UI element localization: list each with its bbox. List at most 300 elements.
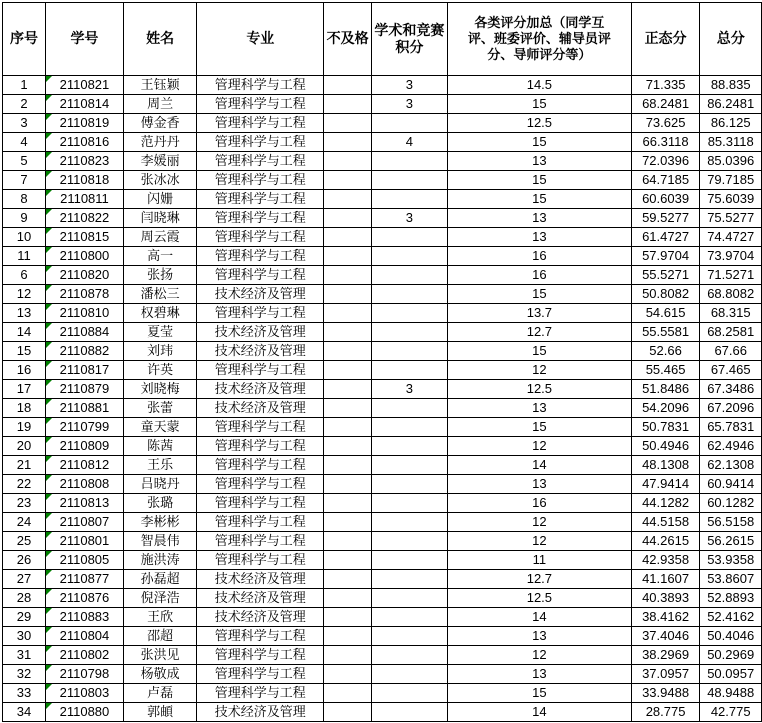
- cell-student_id[interactable]: 2110820: [45, 266, 123, 285]
- cell-student_id[interactable]: 2110884: [45, 323, 123, 342]
- cell-seq[interactable]: 18: [3, 399, 46, 418]
- cell-normal[interactable]: 48.1308: [631, 456, 700, 475]
- cell-name[interactable]: 智晨伟: [123, 532, 196, 551]
- cell-fail[interactable]: [324, 228, 371, 247]
- cell-fail[interactable]: [324, 589, 371, 608]
- cell-academic[interactable]: [371, 494, 447, 513]
- cell-student_id[interactable]: 2110883: [45, 608, 123, 627]
- cell-name[interactable]: 童天蒙: [123, 418, 196, 437]
- cell-score_sum[interactable]: 15: [448, 418, 632, 437]
- cell-score_sum[interactable]: 12.7: [448, 570, 632, 589]
- cell-score_sum[interactable]: 12: [448, 513, 632, 532]
- cell-academic[interactable]: [371, 589, 447, 608]
- cell-academic[interactable]: [371, 399, 447, 418]
- cell-total[interactable]: 85.3118: [700, 133, 762, 152]
- cell-normal[interactable]: 37.0957: [631, 665, 700, 684]
- cell-student_id[interactable]: 2110819: [45, 114, 123, 133]
- cell-fail[interactable]: [324, 380, 371, 399]
- cell-score_sum[interactable]: 15: [448, 342, 632, 361]
- cell-fail[interactable]: [324, 285, 371, 304]
- cell-total[interactable]: 85.0396: [700, 152, 762, 171]
- cell-score_sum[interactable]: 15: [448, 285, 632, 304]
- cell-total[interactable]: 73.9704: [700, 247, 762, 266]
- cell-academic[interactable]: [371, 665, 447, 684]
- cell-name[interactable]: 张冰冰: [123, 171, 196, 190]
- cell-student_id[interactable]: 2110818: [45, 171, 123, 190]
- cell-academic[interactable]: [371, 684, 447, 703]
- cell-fail[interactable]: [324, 513, 371, 532]
- cell-academic[interactable]: [371, 418, 447, 437]
- cell-student_id[interactable]: 2110809: [45, 437, 123, 456]
- cell-seq[interactable]: 28: [3, 589, 46, 608]
- cell-total[interactable]: 42.775: [700, 703, 762, 722]
- cell-fail[interactable]: [324, 342, 371, 361]
- cell-fail[interactable]: [324, 95, 371, 114]
- cell-name[interactable]: 孙磊超: [123, 570, 196, 589]
- cell-total[interactable]: 86.125: [700, 114, 762, 133]
- cell-fail[interactable]: [324, 627, 371, 646]
- cell-academic[interactable]: [371, 646, 447, 665]
- cell-major[interactable]: 管理科学与工程: [197, 437, 324, 456]
- cell-fail[interactable]: [324, 399, 371, 418]
- cell-major[interactable]: 管理科学与工程: [197, 418, 324, 437]
- cell-score_sum[interactable]: 13: [448, 627, 632, 646]
- cell-student_id[interactable]: 2110800: [45, 247, 123, 266]
- cell-normal[interactable]: 41.1607: [631, 570, 700, 589]
- cell-fail[interactable]: [324, 190, 371, 209]
- cell-academic[interactable]: [371, 266, 447, 285]
- cell-student_id[interactable]: 2110877: [45, 570, 123, 589]
- cell-fail[interactable]: [324, 209, 371, 228]
- cell-name[interactable]: 闪姗: [123, 190, 196, 209]
- cell-name[interactable]: 李媛丽: [123, 152, 196, 171]
- cell-normal[interactable]: 59.5277: [631, 209, 700, 228]
- cell-major[interactable]: 技术经济及管理: [197, 342, 324, 361]
- cell-academic[interactable]: [371, 532, 447, 551]
- cell-normal[interactable]: 66.3118: [631, 133, 700, 152]
- cell-seq[interactable]: 19: [3, 418, 46, 437]
- cell-student_id[interactable]: 2110815: [45, 228, 123, 247]
- cell-total[interactable]: 68.2581: [700, 323, 762, 342]
- cell-fail[interactable]: [324, 133, 371, 152]
- cell-name[interactable]: 张扬: [123, 266, 196, 285]
- cell-normal[interactable]: 38.4162: [631, 608, 700, 627]
- cell-academic[interactable]: [371, 437, 447, 456]
- cell-seq[interactable]: 32: [3, 665, 46, 684]
- cell-seq[interactable]: 2: [3, 95, 46, 114]
- cell-seq[interactable]: 3: [3, 114, 46, 133]
- cell-normal[interactable]: 47.9414: [631, 475, 700, 494]
- cell-student_id[interactable]: 2110810: [45, 304, 123, 323]
- cell-student_id[interactable]: 2110882: [45, 342, 123, 361]
- cell-fail[interactable]: [324, 418, 371, 437]
- cell-student_id[interactable]: 2110881: [45, 399, 123, 418]
- cell-normal[interactable]: 44.5158: [631, 513, 700, 532]
- cell-major[interactable]: 管理科学与工程: [197, 266, 324, 285]
- cell-seq[interactable]: 24: [3, 513, 46, 532]
- cell-score_sum[interactable]: 15: [448, 684, 632, 703]
- cell-name[interactable]: 范丹丹: [123, 133, 196, 152]
- cell-academic[interactable]: 3: [371, 95, 447, 114]
- cell-normal[interactable]: 68.2481: [631, 95, 700, 114]
- cell-name[interactable]: 刘晓梅: [123, 380, 196, 399]
- cell-score_sum[interactable]: 16: [448, 247, 632, 266]
- cell-normal[interactable]: 28.775: [631, 703, 700, 722]
- cell-score_sum[interactable]: 14: [448, 703, 632, 722]
- cell-major[interactable]: 技术经济及管理: [197, 285, 324, 304]
- cell-name[interactable]: 王钰颖: [123, 76, 196, 95]
- cell-academic[interactable]: [371, 570, 447, 589]
- cell-total[interactable]: 62.1308: [700, 456, 762, 475]
- cell-name[interactable]: 王乐: [123, 456, 196, 475]
- cell-total[interactable]: 52.4162: [700, 608, 762, 627]
- cell-normal[interactable]: 72.0396: [631, 152, 700, 171]
- cell-fail[interactable]: [324, 266, 371, 285]
- cell-academic[interactable]: [371, 171, 447, 190]
- cell-academic[interactable]: 4: [371, 133, 447, 152]
- cell-student_id[interactable]: 2110817: [45, 361, 123, 380]
- cell-major[interactable]: 技术经济及管理: [197, 703, 324, 722]
- cell-fail[interactable]: [324, 304, 371, 323]
- cell-student_id[interactable]: 2110803: [45, 684, 123, 703]
- cell-total[interactable]: 62.4946: [700, 437, 762, 456]
- cell-academic[interactable]: [371, 114, 447, 133]
- cell-major[interactable]: 技术经济及管理: [197, 570, 324, 589]
- cell-normal[interactable]: 50.7831: [631, 418, 700, 437]
- cell-total[interactable]: 50.4046: [700, 627, 762, 646]
- cell-student_id[interactable]: 2110805: [45, 551, 123, 570]
- cell-seq[interactable]: 17: [3, 380, 46, 399]
- cell-normal[interactable]: 60.6039: [631, 190, 700, 209]
- cell-student_id[interactable]: 2110804: [45, 627, 123, 646]
- cell-seq[interactable]: 23: [3, 494, 46, 513]
- cell-name[interactable]: 刘玮: [123, 342, 196, 361]
- cell-total[interactable]: 75.5277: [700, 209, 762, 228]
- cell-total[interactable]: 48.9488: [700, 684, 762, 703]
- cell-normal[interactable]: 38.2969: [631, 646, 700, 665]
- cell-academic[interactable]: [371, 342, 447, 361]
- cell-total[interactable]: 60.9414: [700, 475, 762, 494]
- cell-academic[interactable]: [371, 304, 447, 323]
- cell-name[interactable]: 杨敬成: [123, 665, 196, 684]
- cell-academic[interactable]: 3: [371, 209, 447, 228]
- cell-academic[interactable]: 3: [371, 76, 447, 95]
- cell-fail[interactable]: [324, 646, 371, 665]
- cell-seq[interactable]: 26: [3, 551, 46, 570]
- cell-seq[interactable]: 27: [3, 570, 46, 589]
- cell-score_sum[interactable]: 13: [448, 399, 632, 418]
- cell-name[interactable]: 张璐: [123, 494, 196, 513]
- column-header-student_id[interactable]: 学号: [45, 3, 123, 76]
- cell-seq[interactable]: 8: [3, 190, 46, 209]
- cell-academic[interactable]: [371, 190, 447, 209]
- cell-student_id[interactable]: 2110812: [45, 456, 123, 475]
- cell-major[interactable]: 管理科学与工程: [197, 627, 324, 646]
- cell-major[interactable]: 管理科学与工程: [197, 133, 324, 152]
- cell-fail[interactable]: [324, 437, 371, 456]
- cell-fail[interactable]: [324, 684, 371, 703]
- column-header-seq[interactable]: 序号: [3, 3, 46, 76]
- cell-total[interactable]: 56.5158: [700, 513, 762, 532]
- cell-name[interactable]: 周云霞: [123, 228, 196, 247]
- cell-total[interactable]: 67.66: [700, 342, 762, 361]
- cell-total[interactable]: 68.315: [700, 304, 762, 323]
- cell-student_id[interactable]: 2110811: [45, 190, 123, 209]
- cell-fail[interactable]: [324, 76, 371, 95]
- cell-total[interactable]: 79.7185: [700, 171, 762, 190]
- cell-major[interactable]: 管理科学与工程: [197, 95, 324, 114]
- cell-score_sum[interactable]: 12.5: [448, 589, 632, 608]
- cell-academic[interactable]: [371, 456, 447, 475]
- cell-major[interactable]: 管理科学与工程: [197, 475, 324, 494]
- cell-major[interactable]: 管理科学与工程: [197, 304, 324, 323]
- cell-normal[interactable]: 51.8486: [631, 380, 700, 399]
- cell-major[interactable]: 管理科学与工程: [197, 228, 324, 247]
- cell-total[interactable]: 50.2969: [700, 646, 762, 665]
- cell-name[interactable]: 郭頔: [123, 703, 196, 722]
- cell-seq[interactable]: 16: [3, 361, 46, 380]
- cell-major[interactable]: 管理科学与工程: [197, 665, 324, 684]
- cell-normal[interactable]: 50.4946: [631, 437, 700, 456]
- cell-major[interactable]: 技术经济及管理: [197, 589, 324, 608]
- column-header-academic[interactable]: 学术和竞赛积分: [371, 3, 447, 76]
- cell-score_sum[interactable]: 15: [448, 95, 632, 114]
- cell-normal[interactable]: 54.2096: [631, 399, 700, 418]
- cell-major[interactable]: 管理科学与工程: [197, 494, 324, 513]
- cell-name[interactable]: 张洪见: [123, 646, 196, 665]
- cell-normal[interactable]: 61.4727: [631, 228, 700, 247]
- cell-seq[interactable]: 31: [3, 646, 46, 665]
- cell-total[interactable]: 71.5271: [700, 266, 762, 285]
- cell-score_sum[interactable]: 12: [448, 437, 632, 456]
- cell-major[interactable]: 技术经济及管理: [197, 323, 324, 342]
- cell-fail[interactable]: [324, 494, 371, 513]
- cell-score_sum[interactable]: 12: [448, 646, 632, 665]
- cell-fail[interactable]: [324, 551, 371, 570]
- cell-academic[interactable]: [371, 285, 447, 304]
- cell-normal[interactable]: 64.7185: [631, 171, 700, 190]
- cell-major[interactable]: 管理科学与工程: [197, 456, 324, 475]
- cell-name[interactable]: 夏莹: [123, 323, 196, 342]
- cell-seq[interactable]: 15: [3, 342, 46, 361]
- cell-seq[interactable]: 5: [3, 152, 46, 171]
- cell-name[interactable]: 周兰: [123, 95, 196, 114]
- cell-total[interactable]: 65.7831: [700, 418, 762, 437]
- cell-academic[interactable]: [371, 513, 447, 532]
- cell-score_sum[interactable]: 13: [448, 475, 632, 494]
- cell-name[interactable]: 权碧琳: [123, 304, 196, 323]
- cell-score_sum[interactable]: 13: [448, 209, 632, 228]
- cell-fail[interactable]: [324, 114, 371, 133]
- cell-total[interactable]: 53.8607: [700, 570, 762, 589]
- cell-fail[interactable]: [324, 152, 371, 171]
- cell-seq[interactable]: 7: [3, 171, 46, 190]
- cell-student_id[interactable]: 2110821: [45, 76, 123, 95]
- column-header-total[interactable]: 总分: [700, 3, 762, 76]
- cell-seq[interactable]: 4: [3, 133, 46, 152]
- cell-academic[interactable]: [371, 228, 447, 247]
- cell-normal[interactable]: 57.9704: [631, 247, 700, 266]
- cell-student_id[interactable]: 2110801: [45, 532, 123, 551]
- cell-name[interactable]: 邵超: [123, 627, 196, 646]
- cell-normal[interactable]: 73.625: [631, 114, 700, 133]
- cell-academic[interactable]: [371, 323, 447, 342]
- cell-seq[interactable]: 13: [3, 304, 46, 323]
- cell-major[interactable]: 管理科学与工程: [197, 532, 324, 551]
- cell-normal[interactable]: 55.5581: [631, 323, 700, 342]
- cell-major[interactable]: 管理科学与工程: [197, 513, 324, 532]
- cell-score_sum[interactable]: 12.5: [448, 114, 632, 133]
- cell-score_sum[interactable]: 15: [448, 171, 632, 190]
- cell-normal[interactable]: 55.465: [631, 361, 700, 380]
- cell-name[interactable]: 高一: [123, 247, 196, 266]
- cell-student_id[interactable]: 2110878: [45, 285, 123, 304]
- cell-major[interactable]: 管理科学与工程: [197, 171, 324, 190]
- cell-fail[interactable]: [324, 323, 371, 342]
- cell-academic[interactable]: [371, 703, 447, 722]
- cell-major[interactable]: 技术经济及管理: [197, 380, 324, 399]
- cell-seq[interactable]: 14: [3, 323, 46, 342]
- cell-normal[interactable]: 55.5271: [631, 266, 700, 285]
- cell-total[interactable]: 56.2615: [700, 532, 762, 551]
- cell-total[interactable]: 67.2096: [700, 399, 762, 418]
- cell-student_id[interactable]: 2110798: [45, 665, 123, 684]
- cell-fail[interactable]: [324, 665, 371, 684]
- cell-fail[interactable]: [324, 570, 371, 589]
- column-header-major[interactable]: 专业: [197, 3, 324, 76]
- cell-student_id[interactable]: 2110807: [45, 513, 123, 532]
- cell-normal[interactable]: 44.1282: [631, 494, 700, 513]
- cell-student_id[interactable]: 2110808: [45, 475, 123, 494]
- cell-student_id[interactable]: 2110880: [45, 703, 123, 722]
- cell-score_sum[interactable]: 15: [448, 133, 632, 152]
- cell-name[interactable]: 吕晓丹: [123, 475, 196, 494]
- cell-seq[interactable]: 30: [3, 627, 46, 646]
- cell-score_sum[interactable]: 12: [448, 361, 632, 380]
- cell-name[interactable]: 张蕾: [123, 399, 196, 418]
- cell-seq[interactable]: 21: [3, 456, 46, 475]
- cell-total[interactable]: 52.8893: [700, 589, 762, 608]
- cell-academic[interactable]: [371, 627, 447, 646]
- cell-total[interactable]: 86.2481: [700, 95, 762, 114]
- cell-major[interactable]: 管理科学与工程: [197, 247, 324, 266]
- cell-academic[interactable]: 3: [371, 380, 447, 399]
- cell-major[interactable]: 管理科学与工程: [197, 551, 324, 570]
- cell-name[interactable]: 李彬彬: [123, 513, 196, 532]
- cell-score_sum[interactable]: 14: [448, 456, 632, 475]
- cell-major[interactable]: 技术经济及管理: [197, 399, 324, 418]
- cell-name[interactable]: 傅金香: [123, 114, 196, 133]
- cell-name[interactable]: 王欣: [123, 608, 196, 627]
- cell-seq[interactable]: 11: [3, 247, 46, 266]
- cell-academic[interactable]: [371, 475, 447, 494]
- cell-score_sum[interactable]: 12.5: [448, 380, 632, 399]
- cell-score_sum[interactable]: 16: [448, 266, 632, 285]
- cell-major[interactable]: 管理科学与工程: [197, 190, 324, 209]
- cell-score_sum[interactable]: 13: [448, 228, 632, 247]
- cell-seq[interactable]: 1: [3, 76, 46, 95]
- cell-seq[interactable]: 33: [3, 684, 46, 703]
- cell-total[interactable]: 88.835: [700, 76, 762, 95]
- cell-fail[interactable]: [324, 608, 371, 627]
- cell-name[interactable]: 倪泽浩: [123, 589, 196, 608]
- cell-major[interactable]: 技术经济及管理: [197, 608, 324, 627]
- cell-total[interactable]: 60.1282: [700, 494, 762, 513]
- cell-seq[interactable]: 6: [3, 266, 46, 285]
- cell-score_sum[interactable]: 14: [448, 608, 632, 627]
- cell-major[interactable]: 管理科学与工程: [197, 114, 324, 133]
- cell-score_sum[interactable]: 16: [448, 494, 632, 513]
- cell-total[interactable]: 67.3486: [700, 380, 762, 399]
- cell-major[interactable]: 管理科学与工程: [197, 684, 324, 703]
- cell-fail[interactable]: [324, 532, 371, 551]
- cell-score_sum[interactable]: 15: [448, 190, 632, 209]
- cell-seq[interactable]: 12: [3, 285, 46, 304]
- cell-normal[interactable]: 54.615: [631, 304, 700, 323]
- cell-academic[interactable]: [371, 361, 447, 380]
- cell-fail[interactable]: [324, 475, 371, 494]
- cell-academic[interactable]: [371, 152, 447, 171]
- cell-name[interactable]: 卢磊: [123, 684, 196, 703]
- cell-score_sum[interactable]: 12.7: [448, 323, 632, 342]
- column-header-normal[interactable]: 正态分: [631, 3, 700, 76]
- cell-name[interactable]: 陈茜: [123, 437, 196, 456]
- cell-name[interactable]: 许英: [123, 361, 196, 380]
- cell-normal[interactable]: 42.9358: [631, 551, 700, 570]
- cell-score_sum[interactable]: 11: [448, 551, 632, 570]
- cell-seq[interactable]: 25: [3, 532, 46, 551]
- cell-student_id[interactable]: 2110822: [45, 209, 123, 228]
- cell-seq[interactable]: 29: [3, 608, 46, 627]
- cell-normal[interactable]: 40.3893: [631, 589, 700, 608]
- cell-normal[interactable]: 50.8082: [631, 285, 700, 304]
- cell-normal[interactable]: 71.335: [631, 76, 700, 95]
- cell-score_sum[interactable]: 13: [448, 152, 632, 171]
- cell-total[interactable]: 74.4727: [700, 228, 762, 247]
- cell-academic[interactable]: [371, 551, 447, 570]
- cell-seq[interactable]: 20: [3, 437, 46, 456]
- cell-student_id[interactable]: 2110876: [45, 589, 123, 608]
- cell-major[interactable]: 管理科学与工程: [197, 646, 324, 665]
- cell-total[interactable]: 75.6039: [700, 190, 762, 209]
- cell-fail[interactable]: [324, 361, 371, 380]
- column-header-fail[interactable]: 不及格: [324, 3, 371, 76]
- cell-academic[interactable]: [371, 247, 447, 266]
- cell-seq[interactable]: 34: [3, 703, 46, 722]
- column-header-score_sum[interactable]: 各类评分加总（同学互评、班委评价、辅导员评分、导师评分等）: [448, 3, 632, 76]
- cell-name[interactable]: 施洪涛: [123, 551, 196, 570]
- cell-fail[interactable]: [324, 456, 371, 475]
- cell-normal[interactable]: 44.2615: [631, 532, 700, 551]
- cell-major[interactable]: 管理科学与工程: [197, 361, 324, 380]
- cell-student_id[interactable]: 2110813: [45, 494, 123, 513]
- cell-student_id[interactable]: 2110823: [45, 152, 123, 171]
- cell-score_sum[interactable]: 13.7: [448, 304, 632, 323]
- cell-academic[interactable]: [371, 608, 447, 627]
- cell-fail[interactable]: [324, 247, 371, 266]
- cell-score_sum[interactable]: 14.5: [448, 76, 632, 95]
- cell-seq[interactable]: 9: [3, 209, 46, 228]
- cell-student_id[interactable]: 2110799: [45, 418, 123, 437]
- cell-fail[interactable]: [324, 171, 371, 190]
- cell-score_sum[interactable]: 13: [448, 665, 632, 684]
- cell-student_id[interactable]: 2110802: [45, 646, 123, 665]
- cell-student_id[interactable]: 2110879: [45, 380, 123, 399]
- cell-total[interactable]: 50.0957: [700, 665, 762, 684]
- cell-total[interactable]: 68.8082: [700, 285, 762, 304]
- cell-seq[interactable]: 10: [3, 228, 46, 247]
- cell-name[interactable]: 潘松三: [123, 285, 196, 304]
